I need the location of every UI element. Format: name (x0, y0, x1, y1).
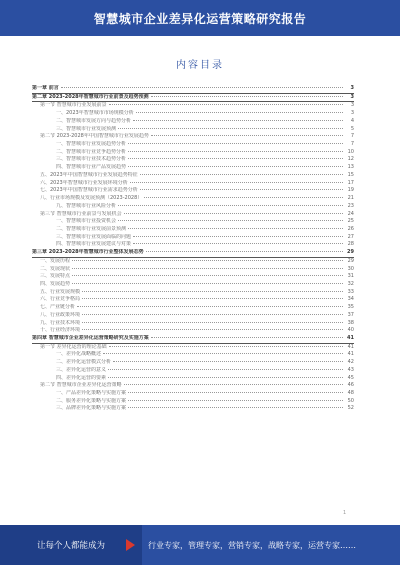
toc-entry[interactable] (32, 141, 354, 149)
toc-entry-page: 15 (347, 171, 354, 178)
toc-entry-page: 40 (347, 327, 354, 334)
toc-entry[interactable] (32, 102, 354, 110)
toc-entry-page: 3 (350, 85, 354, 91)
toc-entry-page: 3 (350, 93, 354, 100)
toc-dot-leader (61, 87, 343, 88)
toc-dot-leader (82, 329, 343, 330)
toc-entry-page: 27 (347, 233, 354, 240)
toc-entry-page: 10 (347, 148, 354, 155)
footer-left-text: 让每个人都能成为 (0, 525, 142, 565)
footer-banner (0, 525, 400, 565)
toc-entry-page: 13 (347, 164, 354, 171)
toc-entry-text: 九、行业技术环境 (40, 319, 81, 326)
toc-entry[interactable] (32, 218, 354, 226)
toc-entry-text: 四、差异化运营的要素 (56, 374, 107, 381)
toc-entry-page: 7 (350, 133, 354, 140)
toc-entry-page: 30 (347, 265, 354, 272)
toc-entry-text: 第一节 差异化运营的理论基础 (40, 343, 107, 350)
toc-entry[interactable] (32, 110, 354, 118)
toc-entry[interactable] (32, 258, 354, 266)
toc-entry-page: 35 (347, 304, 354, 311)
toc-dot-leader (124, 384, 343, 385)
toc-entry-page: 52 (347, 405, 354, 412)
toc-entry[interactable] (32, 344, 354, 352)
toc-entry-text: 二、差异化运营模式分析 (56, 359, 112, 366)
toc-entry[interactable] (32, 195, 354, 203)
toc-entry-text: 第三章 2023-2028年智慧城市行业整体发展态势 (32, 249, 144, 256)
page-number: 1 (343, 510, 347, 516)
toc-dot-leader (72, 260, 343, 261)
toc-entry-text: 三、智慧城市行业技术趋势分析 (56, 156, 127, 163)
toc-entry[interactable] (32, 335, 354, 344)
toc-entry-page: 42 (347, 359, 354, 366)
toc-entry-text: 一、发展历程 (40, 257, 71, 264)
toc-dot-leader (108, 377, 343, 378)
toc-dot-leader (82, 298, 343, 299)
toc-entry-text: 一、智慧城市行业发展趋势分析 (56, 141, 127, 148)
toc-entry-page: 45 (347, 374, 354, 381)
toc-dot-leader (72, 268, 343, 269)
toc-entry-text: 一、产品差异化策略与实施方案 (56, 390, 127, 397)
toc-entry[interactable] (32, 241, 354, 249)
toc-dot-leader (118, 220, 343, 221)
toc-entry-text: 二、服务差异化策略与实施方案 (56, 397, 127, 404)
toc-entry-text: 二、发展现状 (40, 265, 71, 272)
toc-entry-page: 26 (347, 225, 354, 232)
toc-entry-page: 7 (350, 141, 354, 148)
report-header (0, 0, 400, 36)
toc-entry-page: 31 (347, 273, 354, 280)
toc-entry-text: 八、行业政策环境 (40, 311, 81, 318)
toc-entry-page: 37 (347, 311, 354, 318)
toc-entry-page: 25 (347, 218, 354, 225)
toc-dot-leader (144, 197, 343, 198)
toc-entry-text: 第一节 智慧城市行业发展前景 (40, 102, 107, 109)
toc-entry-text: 三、智慧城市行业发展预测 (56, 125, 117, 132)
toc-dot-leader (113, 361, 343, 362)
toc-entry[interactable] (32, 390, 354, 398)
table-of-contents (32, 85, 354, 413)
toc-entry-page: 4 (350, 117, 354, 124)
toc-entry-text: 三、发展特点 (40, 273, 71, 280)
toc-entry[interactable] (32, 304, 354, 312)
toc-entry[interactable] (32, 156, 354, 164)
toc-dot-leader (128, 400, 343, 401)
toc-dot-leader (136, 112, 343, 113)
toc-dot-leader (109, 104, 343, 105)
toc-title: 内容目录 (176, 60, 224, 71)
toc-entry-page: 41 (347, 343, 354, 350)
toc-entry-page: 3 (350, 110, 354, 117)
toc-entry[interactable] (32, 164, 354, 172)
footer-right-text: 行业专家，管理专家，营销专家，战略专家，运营专家…… (148, 540, 356, 550)
toc-entry-page: 48 (347, 390, 354, 397)
toc-entry-text: 一、差异化战略概述 (56, 351, 102, 358)
toc-dot-leader (82, 314, 343, 315)
toc-entry-page: 29 (347, 257, 354, 264)
toc-entry-page: 43 (347, 366, 354, 373)
toc-dot-leader (108, 369, 343, 370)
toc-entry[interactable] (32, 367, 354, 375)
toc-dot-leader (151, 96, 343, 97)
toc-entry-text: 八、行业市场规模及发展预测（2023-2028） (40, 195, 143, 202)
toc-dot-leader (128, 158, 343, 159)
toc-dot-leader (124, 213, 343, 214)
toc-entry-text: 二、智慧城市行业竞争趋势分析 (56, 148, 127, 155)
toc-entry-page: 3 (350, 102, 354, 109)
toc-entry-page: 50 (347, 397, 354, 404)
toc-entry-text: 二、智慧城市发展方向与趋势分析 (56, 117, 132, 124)
toc-dot-leader (77, 306, 343, 307)
toc-entry-text: 一、智慧城市行业投资机会 (56, 218, 117, 225)
toc-entry[interactable] (32, 94, 354, 103)
toc-entry-page: 41 (347, 335, 354, 341)
toc-entry-text: 四、发展趋势 (40, 280, 71, 287)
toc-entry[interactable] (32, 126, 354, 134)
toc-dot-leader (133, 120, 343, 121)
toc-dot-leader (140, 174, 343, 175)
toc-entry[interactable] (32, 211, 354, 219)
toc-entry-page: 34 (347, 296, 354, 303)
toc-dot-leader (128, 166, 343, 167)
toc-dot-leader (151, 135, 343, 136)
toc-entry-text: 四、智慧城市行业产品发展趋势 (56, 164, 127, 171)
toc-entry[interactable] (32, 187, 354, 195)
toc-entry-text: 三、品牌差异化策略与实施方案 (56, 405, 127, 412)
toc-entry-page: 12 (347, 156, 354, 163)
toc-entry[interactable] (32, 118, 354, 126)
toc-dot-leader (72, 275, 343, 276)
toc-entry[interactable] (32, 359, 354, 367)
toc-dot-leader (109, 346, 343, 347)
toc-dot-leader (128, 407, 343, 408)
toc-entry[interactable] (32, 405, 354, 413)
toc-entry-text: 第二节 智慧城市企业差异化运营策略 (40, 382, 122, 389)
toc-entry-text: 六、2023年智慧城市行业发展环境分析 (40, 179, 128, 186)
toc-entry[interactable] (32, 180, 354, 188)
toc-entry[interactable] (32, 85, 354, 94)
toc-entry-text: 七、产业链分析 (40, 304, 76, 311)
toc-entry[interactable] (32, 203, 354, 211)
toc-entry-page: 32 (347, 280, 354, 287)
toc-entry[interactable] (32, 266, 354, 274)
toc-dot-leader (151, 337, 343, 338)
toc-entry[interactable] (32, 281, 354, 289)
toc-dot-leader (128, 143, 343, 144)
toc-dot-leader (103, 353, 343, 354)
toc-entry[interactable] (32, 149, 354, 157)
toc-dot-leader (118, 128, 343, 129)
toc-dot-leader (133, 243, 343, 244)
toc-entry-text: 十、行业经济环境 (40, 327, 81, 334)
toc-entry-page: 24 (347, 210, 354, 217)
toc-dot-leader (140, 189, 343, 190)
toc-dot-leader (118, 205, 343, 206)
toc-entry[interactable] (32, 382, 354, 390)
toc-dot-leader (82, 322, 343, 323)
toc-dot-leader (128, 392, 343, 393)
toc-entry-text: 二、智慧城市行业发展前景预测 (56, 225, 127, 232)
toc-dot-leader (72, 283, 343, 284)
report-title: 智慧城市企业差异化运营策略研究报告 (93, 11, 307, 26)
toc-entry-text: 第四章 智慧城市企业差异化运营策略研究及实施方案 (32, 335, 149, 341)
toc-entry-text: 六、行业竞争格局 (40, 296, 81, 303)
triangle-arrow-icon (126, 539, 135, 551)
toc-entry[interactable] (32, 320, 354, 328)
toc-entry-text: 三、智慧城市行业发展面临的问题 (56, 233, 132, 240)
toc-entry-text: 第二章 2023-2028年智慧城市行业前景及趋势预测 (32, 93, 149, 100)
toc-entry[interactable] (32, 296, 354, 304)
toc-entry-page: 5 (350, 125, 354, 132)
toc-entry-text: 一、2023年智慧城市市场规模分析 (56, 110, 134, 117)
toc-entry[interactable] (32, 312, 354, 320)
toc-entry-text: 九、智慧城市行业风险分析 (56, 202, 117, 209)
toc-entry-page: 17 (347, 179, 354, 186)
toc-entry-text: 第三节 智慧城市行业前景与发展机会 (40, 210, 122, 217)
toc-dot-leader (128, 228, 343, 229)
toc-entry-page: 29 (347, 249, 354, 256)
toc-entry[interactable] (32, 133, 354, 141)
toc-entry-page: 28 (347, 241, 354, 248)
toc-entry-text: 三、差异化运营的意义 (56, 366, 107, 373)
toc-dot-leader (82, 291, 343, 292)
toc-entry-text: 七、2023年中国智慧城市行业需求趋势分析 (40, 187, 138, 194)
toc-dot-leader (130, 182, 343, 183)
toc-entry[interactable] (32, 226, 354, 234)
toc-entry[interactable] (32, 398, 354, 406)
toc-entry-text: 第一章 前言 (32, 85, 59, 91)
toc-entry-page: 38 (347, 319, 354, 326)
toc-entry-page: 33 (347, 288, 354, 295)
toc-entry[interactable] (32, 351, 354, 359)
toc-entry-text: 第二节 2023-2028年中国智慧城市行业发展趋势 (40, 133, 149, 140)
toc-dot-leader (128, 151, 343, 152)
toc-entry-page: 41 (347, 351, 354, 358)
toc-entry-page: 23 (347, 202, 354, 209)
toc-entry-page: 46 (347, 382, 354, 389)
toc-entry[interactable] (32, 289, 354, 297)
toc-entry[interactable] (32, 172, 354, 180)
toc-entry[interactable] (32, 273, 354, 281)
toc-entry-page: 19 (347, 187, 354, 194)
toc-entry-text: 四、智慧城市行业发展建议与对策 (56, 241, 132, 248)
toc-entry-page: 21 (347, 195, 354, 202)
toc-entry-text: 五、行业发展规模 (40, 288, 81, 295)
toc-entry[interactable] (32, 375, 354, 383)
toc-dot-leader (133, 236, 343, 237)
toc-dot-leader (146, 251, 343, 252)
toc-entry-text: 五、2023年中国智慧城市行业发展趋势特征 (40, 171, 138, 178)
toc-entry[interactable] (32, 327, 354, 335)
toc-entry[interactable] (32, 249, 354, 258)
toc-entry[interactable] (32, 234, 354, 242)
